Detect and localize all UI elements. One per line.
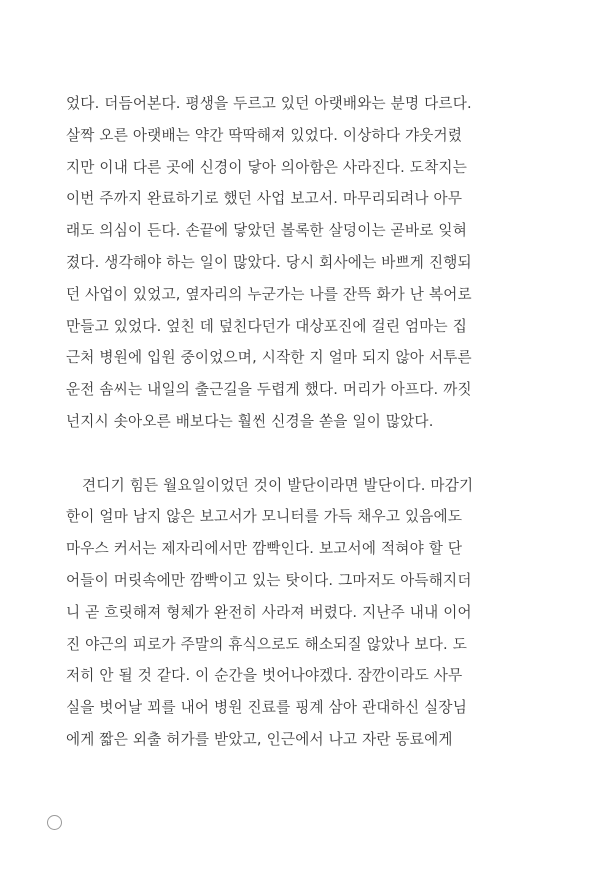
text-line: 넌지시 솟아오른 배보다는 훨씬 신경을 쏟을 일이 많았다. xyxy=(66,412,434,430)
circle-outline-icon xyxy=(47,815,62,830)
text-line: 지만 이내 다른 곳에 신경이 닿아 의아함은 사라진다. 도착지는 xyxy=(66,158,467,176)
document-page xyxy=(66,88,496,756)
text-line: 에게 짧은 외출 허가를 받았고, 인근에서 나고 자란 동료에게 xyxy=(66,730,453,748)
text-line: 이번 주까지 완료하기로 했던 사업 보고서. 마무리되려나 아무 xyxy=(66,190,463,208)
text-line: 진 야근의 피로가 주말의 휴식으로도 해소되질 않았나 보다. 도 xyxy=(66,635,467,653)
paragraph-gap xyxy=(66,438,496,470)
text-line: 었다. 더듬어본다. 평생을 두르고 있던 아랫배와는 분명 다르다. xyxy=(66,95,472,112)
text-line: 실을 벗어날 꾀를 내어 병원 진료를 핑계 삼아 관대하신 실장님 xyxy=(66,699,467,717)
text-line: 마우스 커서는 제자리에서만 깜빡인다. 보고서에 적혀야 할 단 xyxy=(66,540,463,558)
text-line: 한이 얼마 남지 않은 보고서가 모니터를 가득 채우고 있음에도 xyxy=(66,508,463,526)
paragraph-1 xyxy=(66,88,496,438)
text-line: 만들고 있었다. 엎친 데 덮친다던가 대상포진에 걸린 엄마는 집 xyxy=(66,317,467,335)
text-line: 살짝 오른 아랫배는 약간 딱딱해져 있었다. 이상하다 갸웃거렸 xyxy=(66,126,463,144)
text-line: 저히 안 될 것 같다. 이 순간을 벗어나야겠다. 잠깐이라도 사무 xyxy=(66,667,463,685)
paragraph-2 xyxy=(66,470,496,756)
text-line: 견디기 힘든 월요일이었던 것이 발단이라면 발단이다. 마감기 xyxy=(82,476,474,494)
text-line: 래도 의심이 든다. 손끝에 닿았던 볼록한 살덩이는 곧바로 잊혀 xyxy=(66,222,467,240)
text-line: 던 사업이 있었고, 옆자리의 누군가는 나를 잔뜩 화가 난 복어로 xyxy=(66,285,472,303)
text-line: 졌다. 생각해야 하는 일이 많았다. 당시 회사에는 바쁘게 진행되 xyxy=(66,253,472,271)
text-line: 근처 병원에 입원 중이었으며, 시작한 지 얼마 되지 않아 서투른 xyxy=(66,349,472,367)
text-line: 니 곧 흐릿해져 형체가 완전히 사라져 버렸다. 지난주 내내 이어 xyxy=(66,603,472,621)
text-line: 어들이 머릿속에만 깜빡이고 있는 탓이다. 그마저도 아득해지더 xyxy=(66,571,472,589)
text-line: 운전 솜씨는 내일의 출근길을 두렵게 했다. 머리가 아프다. 까짓 xyxy=(66,381,472,399)
